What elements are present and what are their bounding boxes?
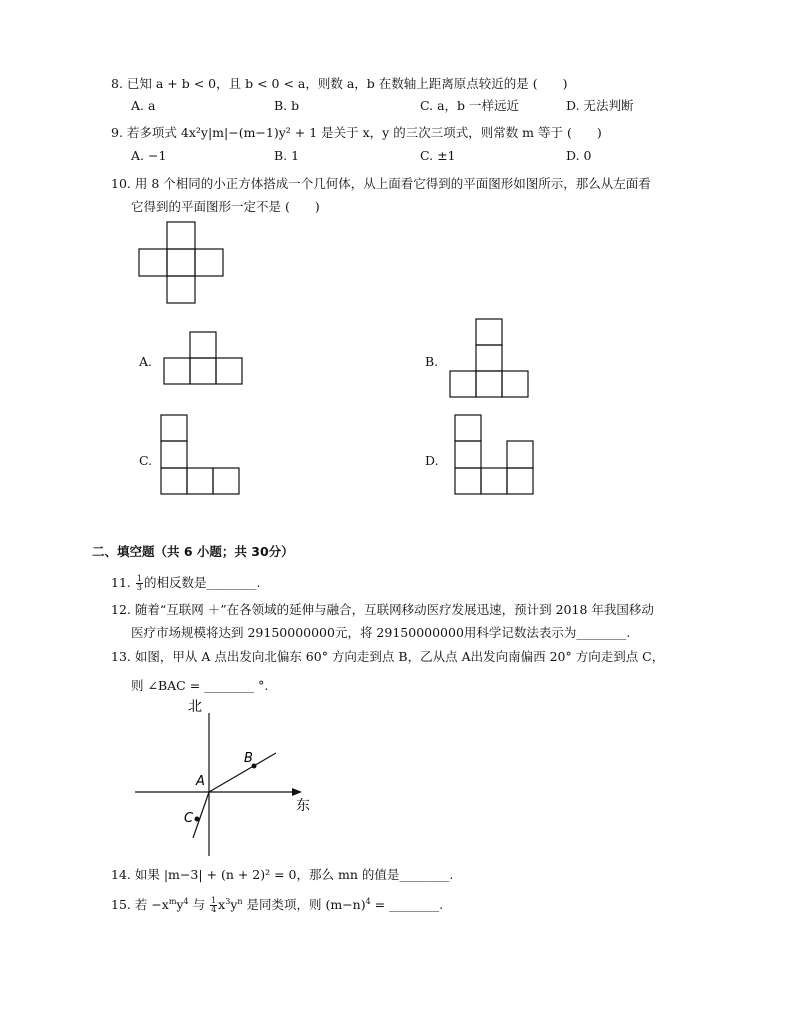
q15-end: = ________. bbox=[370, 897, 444, 913]
label-a: A bbox=[196, 774, 205, 789]
q10-option-b-figure bbox=[449, 317, 531, 399]
q12-line1: 12. 随着“互联网 ＋”在各领域的延伸与融合，互联网移动医疗发展迅速，预计到 2018 年我国移动 bbox=[111, 602, 654, 617]
label-c: C bbox=[184, 811, 194, 826]
q15-fraction-denominator: 4 bbox=[211, 905, 217, 915]
q11-text: 的相反数是________. bbox=[143, 575, 261, 590]
q10-option-a-label: A. bbox=[139, 354, 153, 369]
q15-x2: x bbox=[218, 897, 226, 913]
q10-option-d-label: D. bbox=[425, 453, 439, 468]
q11-fraction bbox=[136, 575, 143, 592]
ray-ab bbox=[209, 753, 276, 792]
q9-option-d: D. 0 bbox=[566, 148, 592, 163]
q9-option-b: B. 1 bbox=[274, 148, 300, 163]
q15-y1: y bbox=[176, 897, 184, 913]
q15-sup-n: n bbox=[237, 897, 243, 906]
q15-y2: y bbox=[230, 897, 238, 913]
q10-option-d-figure bbox=[453, 413, 535, 497]
top-view-figure bbox=[138, 220, 228, 306]
direction-figure bbox=[130, 698, 315, 858]
q15-prefix: 15. 若 −x bbox=[111, 897, 169, 913]
q10-stem-line1: 10. 用 8 个相同的小正方体搭成一个几何体，从上面看它得到的平面图形如图所示，那么从左面看 bbox=[111, 176, 651, 191]
q9-option-a: A. −1 bbox=[131, 148, 167, 163]
q15-and: 与 bbox=[188, 897, 210, 913]
east-arrow-icon bbox=[292, 788, 302, 796]
q8-option-b: B. b bbox=[274, 98, 300, 113]
q10-option-c-figure bbox=[159, 413, 243, 497]
q14: 14. 如果 |m−3| + (n + 2)² = 0，那么 mn 的值是________. bbox=[111, 867, 454, 882]
section2-title: 二、填空题（共 6 小题；共 30分） bbox=[92, 544, 294, 559]
q11-fraction-denominator: 3 bbox=[136, 583, 142, 592]
q13-line1: 13. 如图，甲从 A 点出发向北偏东 60° 方向走到点 B，乙从点 A出发向南偏西 20° 方向走到点 C， bbox=[111, 649, 665, 664]
north-label: 北 bbox=[188, 699, 202, 715]
q8-option-a: A. a bbox=[131, 98, 156, 113]
q9-stem: 9. 若多项式 4x²y|m|−(m−1)y² + 1 是关于 x，y 的三次三项式，则常数 m 等于 ( ) bbox=[111, 125, 602, 140]
q12-line2: 医疗市场规模将达到 29150000000元，将 29150000000用科学记数法表示为________. bbox=[131, 625, 631, 640]
q15-sup-4: 4 bbox=[183, 897, 189, 906]
q15 bbox=[111, 893, 443, 914]
q10-option-c-label: C. bbox=[139, 453, 153, 468]
q8-option-c: C. a，b 一样远近 bbox=[420, 98, 519, 113]
q15-fraction bbox=[210, 897, 217, 914]
q11-number: 11. bbox=[111, 575, 131, 590]
q10-stem-line2: 它得到的平面图形一定不是 ( ) bbox=[131, 199, 320, 214]
q13-line2: 则 ∠BAC = ________ °. bbox=[131, 678, 269, 693]
point-c bbox=[195, 817, 200, 822]
east-label: 东 bbox=[296, 798, 310, 814]
q8-option-d: D. 无法判断 bbox=[566, 98, 634, 113]
ray-ac bbox=[193, 792, 209, 838]
q11-fraction-numerator: 1 bbox=[136, 574, 142, 583]
q15-sup-m: m bbox=[168, 897, 177, 906]
q8-stem: 8. 已知 a + b < 0，且 b < 0 < a，则数 a，b 在数轴上距离原点较近的是 ( ) bbox=[111, 76, 568, 91]
label-b: B bbox=[244, 751, 253, 766]
q15-sup-3: 3 bbox=[225, 897, 231, 906]
q9-option-c: C. ±1 bbox=[420, 148, 456, 163]
q11 bbox=[111, 574, 260, 592]
q15-fraction-numerator: 1 bbox=[211, 896, 217, 906]
q15-suffix: 是同类项，则 (m−n) bbox=[242, 897, 366, 913]
q15-sup-4b: 4 bbox=[365, 897, 371, 906]
q10-option-a-figure bbox=[163, 330, 245, 386]
q10-option-b-label: B. bbox=[425, 354, 439, 369]
